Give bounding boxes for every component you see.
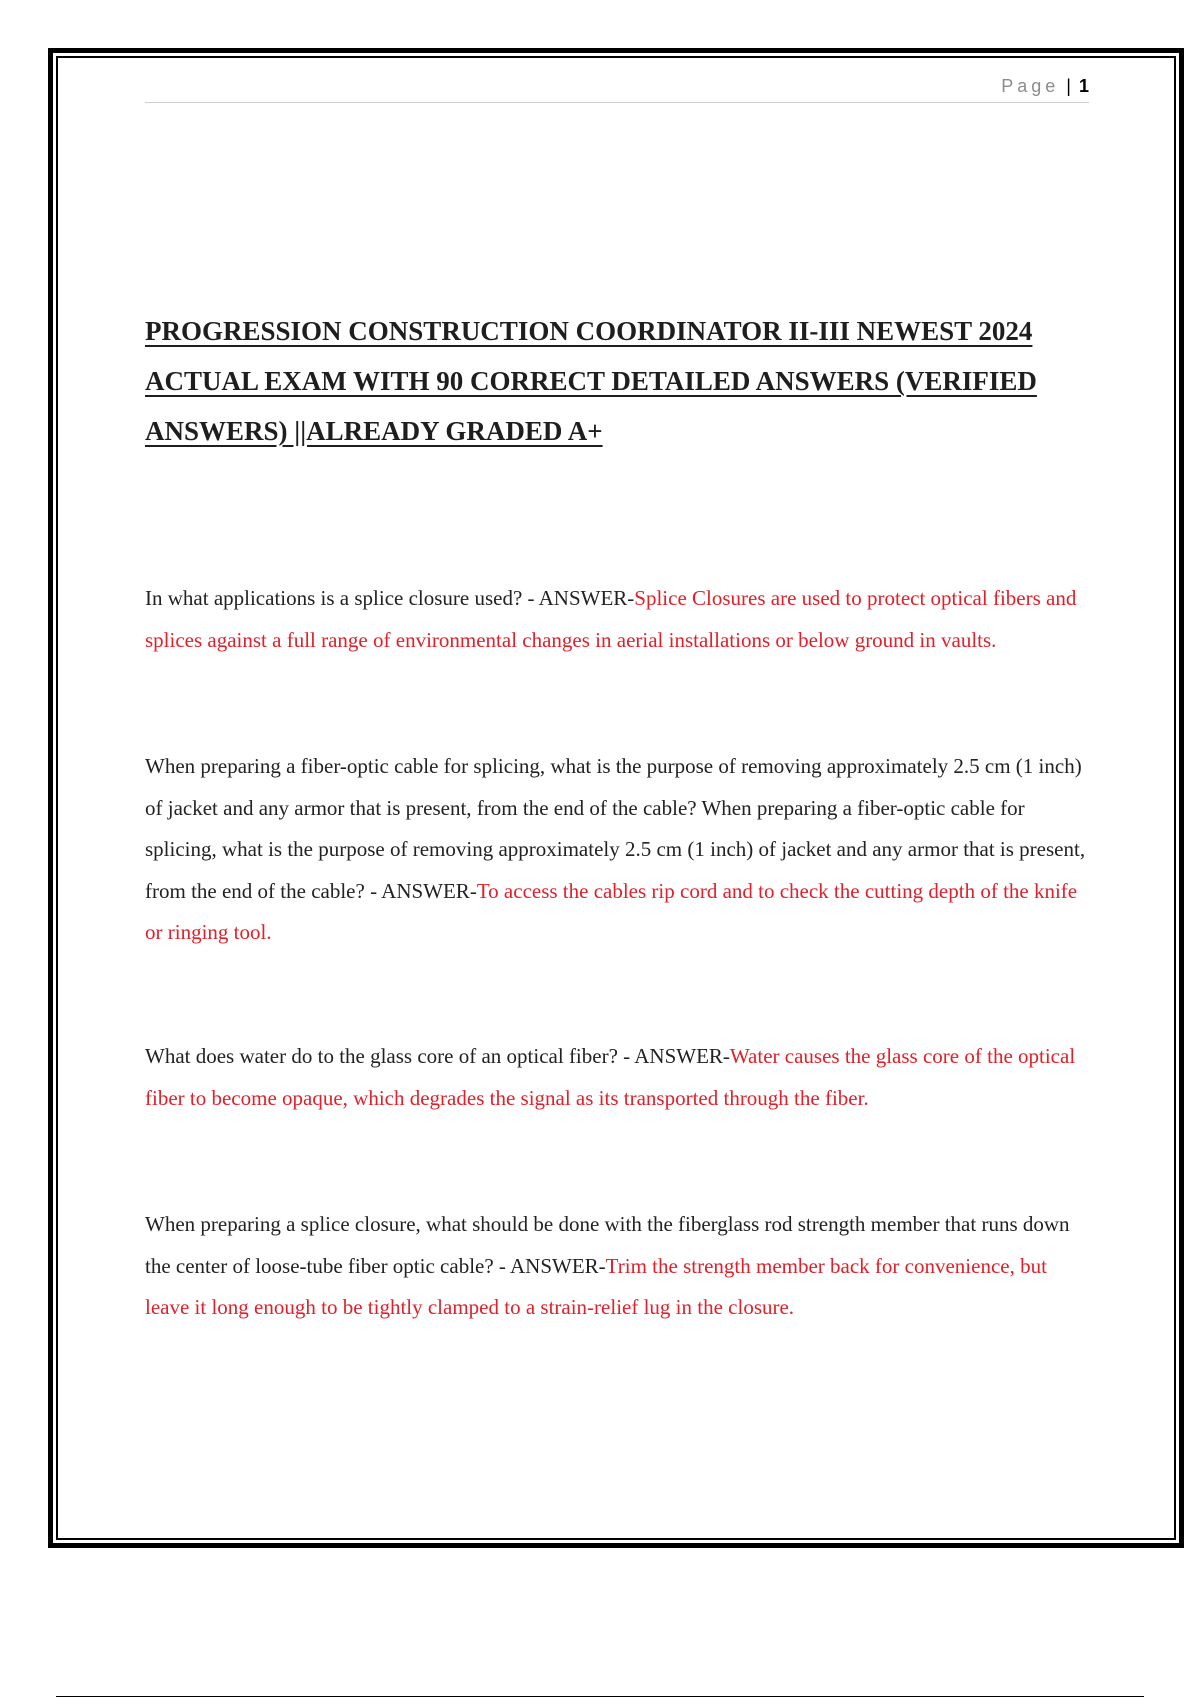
qa-item (145, 1204, 1095, 1329)
qa-item (145, 746, 1095, 954)
page-separator: | (1066, 76, 1071, 96)
question-text: In what applications is a splice closure used? - ANSWER- (145, 586, 635, 610)
answer-text: Trim the strength member back for convenience, but leave it long enough to be tightly clamped to a strain-relief lug in the closure. (145, 1253, 1047, 1319)
qa-item (145, 1036, 1095, 1119)
page-number: 1 (1078, 76, 1089, 96)
question-text: When preparing a splice closure, what should be done with the fiberglass rod strength member that runs down the center of loose-tube fiber optic cable? - ANSWER- (145, 1212, 1070, 1278)
answer-text: Splice Closures are used to protect optical fibers and splices against a full range of environmental changes in aerial installations or below ground in vaults. (145, 586, 1077, 652)
question-text: What does water do to the glass core of an optical fiber? - ANSWER- (145, 1044, 730, 1068)
page-label: Page (1001, 76, 1060, 96)
next-page-border-edge (56, 1696, 1144, 1697)
document-title: PROGRESSION CONSTRUCTION COORDINATOR II-III NEWEST 2024 ACTUAL EXAM WITH 90 CORRECT DETAILED ANSWERS (VERIFIED ANSWERS) ||ALREADY GRADED A+ (145, 316, 1037, 446)
question-text: When preparing a fiber-optic cable for splicing, what is the purpose of removing approximately 2.5 cm (1 inch) of jacket and any armor that is present, from the end of the cable? When preparing a fiber-optic cable for splicing, what is the purpose of removing approximately 2.5 cm (1 inch) of jacket and any armor that is present, from the end of the cable? - ANSWER- (145, 754, 1086, 903)
answer-text: Water causes the glass core of the optical fiber to become opaque, which degrades the signal as its transported through the fiber. (145, 1044, 1076, 1110)
qa-item (145, 578, 1095, 661)
page-header (145, 74, 1089, 103)
answer-text: To access the cables rip cord and to check the cutting depth of the knife or ringing tool. (145, 878, 1078, 944)
